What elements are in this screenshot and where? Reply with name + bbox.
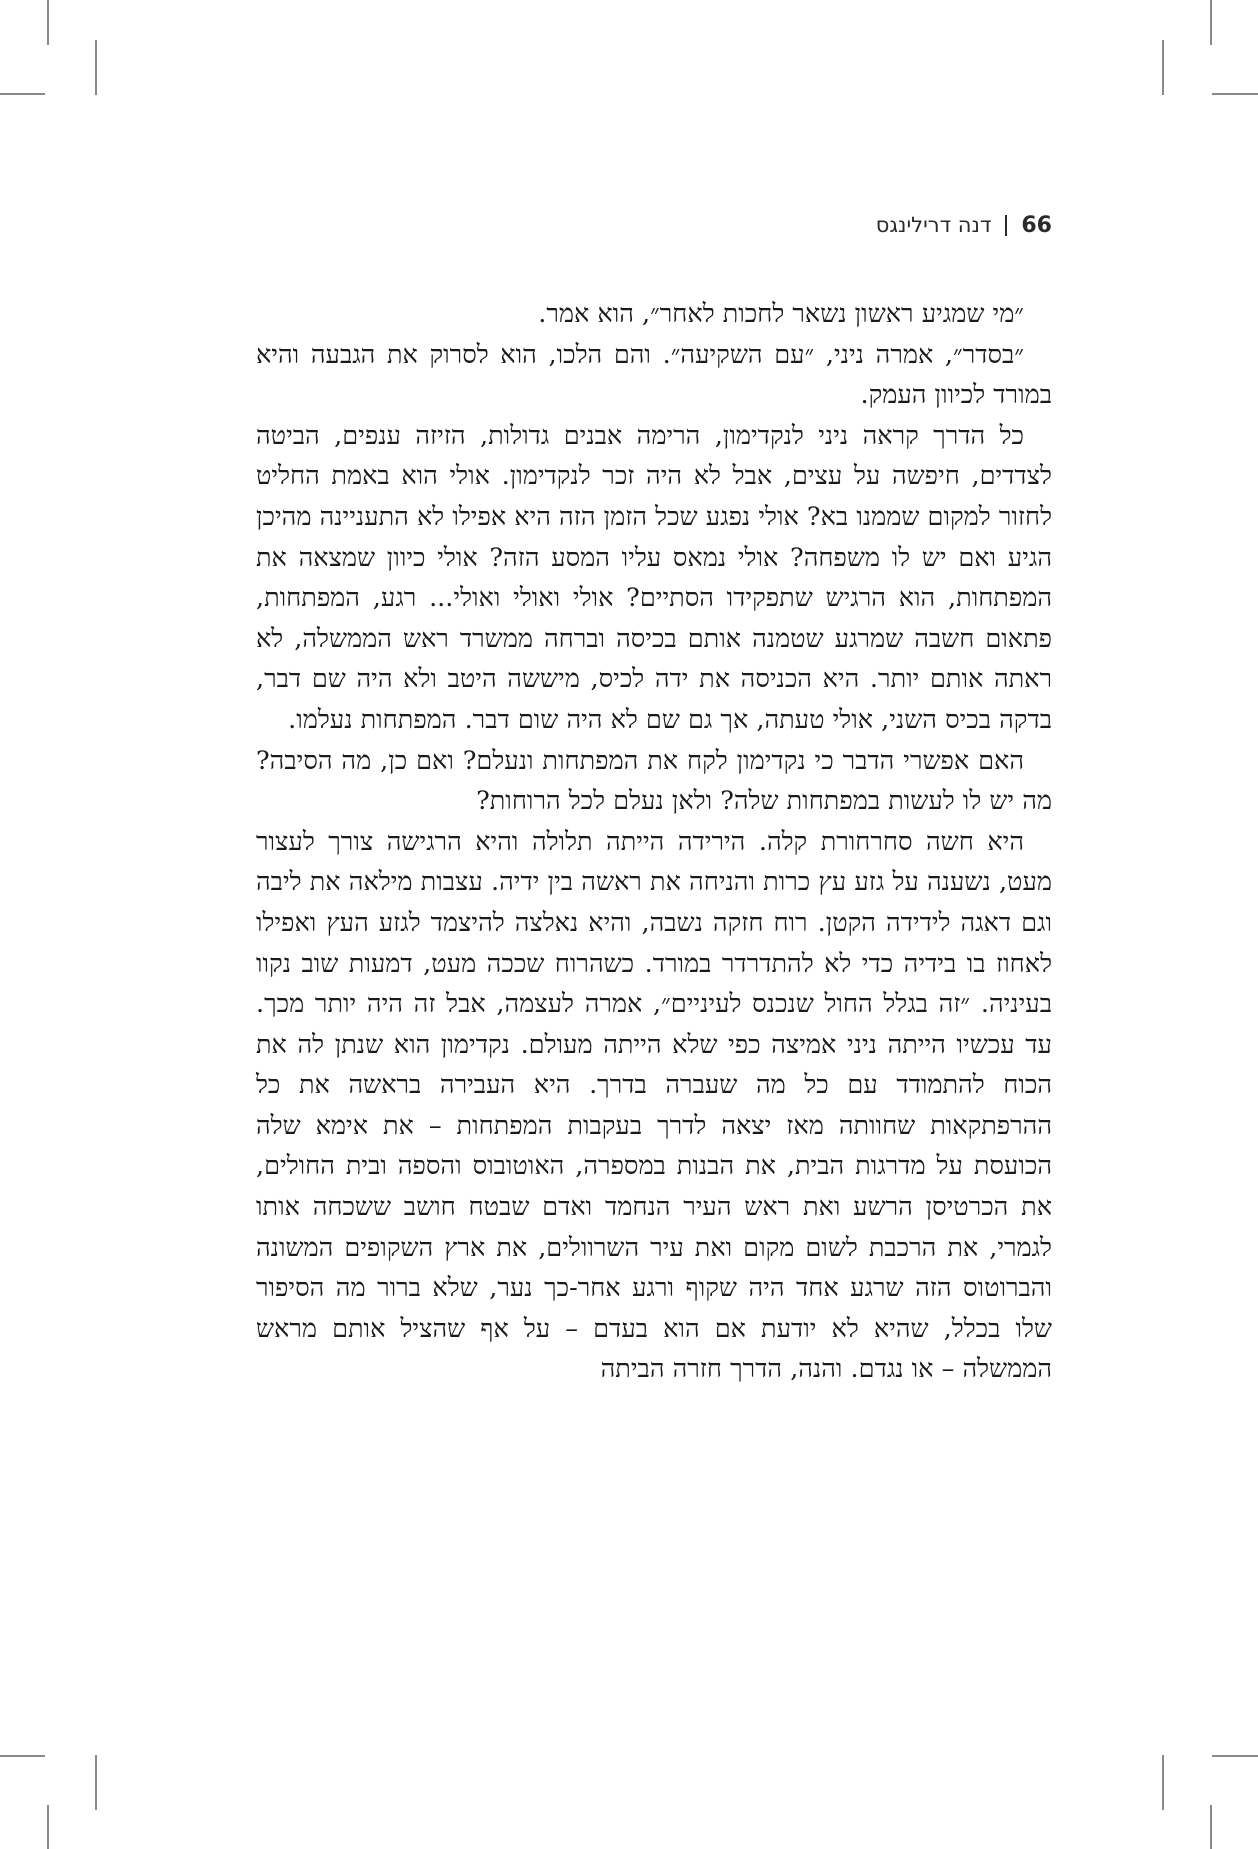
page-number: 66 — [1021, 212, 1052, 238]
paragraph: ״בסדר״, אמרה ניני, ״עם השקיעה״. והם הלכו, הוא לסרוק את הגבעה והיא במורד לכיוון העמק. — [256, 339, 1052, 411]
running-head — [256, 208, 1052, 242]
header-separator — [1005, 215, 1007, 236]
crop-mark-bottom-left-vertical — [95, 1755, 97, 1810]
crop-mark-bottom-left-horizontal — [0, 1755, 45, 1757]
crop-mark-top-right-horizontal — [1212, 93, 1258, 95]
crop-mark-top-left-horizontal — [0, 93, 45, 95]
paragraph: ״מי שמגיע ראשון נשאר לחכות לאחר״, הוא אמר. — [538, 299, 1024, 329]
crop-mark-bottom-left-outer — [47, 1805, 49, 1849]
crop-mark-top-left-inner — [95, 40, 97, 95]
crop-mark-bottom-right-horizontal — [1212, 1755, 1258, 1757]
crop-mark-bottom-right-outer — [1210, 1805, 1212, 1849]
paragraph: היא חשה סחרחורת קלה. הירידה הייתה תלולה והיא הרגישה צורך לעצור מעט, נשענה על גזע עץ כרות והניחה את ראשה בין ידיה. עצבות מילאה את ליבה וגם דאגה לידידה הקטן. רוח חזקה נשבה, והיא נאלצה להיצמד לגזע העץ ואפילו לאחוז בו בידיה כדי לא להתדרדר במורד. כשהרוח שככה מעט, דמעות שוב נקוו בעיניה. ״זה בגלל החול שנכנס לעיניים״, אמרה לעצמה, אבל זה היה יותר מכך. עד עכשיו הייתה ניני אמיצה כפי שלא הייתה מעולם. נקדימון הוא שנתן לה את הכוח להתמודד עם כל מה שעברה בדרך. היא העבירה בראשה את כל ההרפתקאות שחוותה מאז יצאה לדרך בעקבות המפתחות – את אימא שלה הכועסת על מדרגות הבית, את הבנות במספרה, האוטובוס והספה ובית החולים, את הכרטיסן הרשע ואת ראש העיר הנחמד ואדם שבטח חושב ששכחה אותו לגמרי, את הרכבת לשום מקום ואת עיר השרוולים, את ארץ השקופים המשונה והברוטוס הזה שרגע אחד היה שקוף ורגע אחר-כך נער, שלא ברור מה הסיפור שלו בכלל, שהיא לא יודעת אם הוא בעדם – על אף שהציל אותם מראש הממשלה – או נגדם. והנה, הדרך חזרה הביתה — [256, 826, 1052, 1385]
author-name: דנה דרילינגס — [875, 213, 992, 237]
paragraph: האם אפשרי הדבר כי נקדימון לקח את המפתחות ונעלם? ואם כן, מה הסיבה? מה יש לו לעשות במפתחות שלה? ולאן נעלם לכל הרוחות? — [256, 745, 1052, 817]
crop-mark-top-right-vertical — [1162, 40, 1164, 95]
crop-mark-top-left-vertical — [47, 0, 49, 45]
body-text — [256, 294, 1052, 1390]
crop-mark-bottom-right-vertical — [1162, 1755, 1164, 1810]
paragraph: כל הדרך קראה ניני לנקדימון, הרימה אבנים גדולות, הזיזה ענפים, הביטה לצדדים, חיפשה על עצים, אבל לא היה זכר לנקדימון. אולי הוא באמת החליט לחזור למקום שממנו בא? אולי נפגע שכל הזמן הזה היא אפילו לא התעניינה מהיכן הגיע ואם יש לו משפחה? אולי נמאס עליו המסע הזה? אולי כיוון שמצאה את המפתחות, הוא הרגיש שתפקידו הסתיים? אולי ואולי ואולי... רגע, המפתחות, פתאום חשבה שמרגע שטמנה אותם בכיסה וברחה ממשרד ראש הממשלה, לא ראתה אותם יותר. היא הכניסה את ידה לכיס, מיששה היטב ולא היה שם דבר, בדקה בכיס השני, אולי טעתה, אך גם שם לא היה שום דבר. המפתחות נעלמו. — [256, 420, 1052, 735]
crop-mark-top-right-outer — [1210, 0, 1212, 45]
